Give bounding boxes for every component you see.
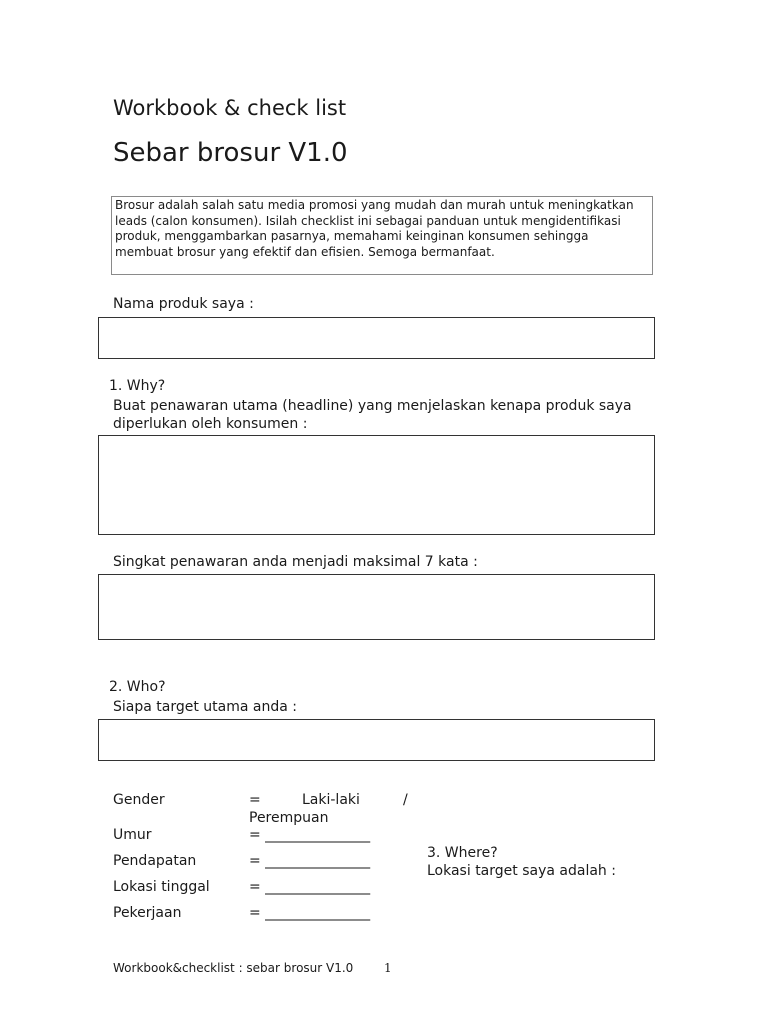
page-number: 1 [384,961,392,975]
short-offer-label: Singkat penawaran anda menjadi maksimal 7 kata : [113,554,478,570]
income-field[interactable]: = _______________ [249,853,371,869]
intro-box [111,196,653,275]
age-field[interactable]: = _______________ [249,827,371,843]
age-label: Umur [113,827,152,843]
where-heading: 3. Where? [427,845,498,861]
gender-label: Gender [113,792,165,808]
document-title: Sebar brosur V1.0 [113,138,348,168]
headline-field[interactable] [98,435,655,535]
gender-equals: = [249,792,261,808]
who-heading: 2. Who? [109,679,166,695]
footer-text: Workbook&checklist : sebar brosur V1.0 [113,961,354,975]
product-name-label: Nama produk saya : [113,296,254,312]
residence-label: Lokasi tinggal [113,879,210,895]
gender-option-female[interactable]: Perempuan [249,810,329,826]
short-offer-field[interactable] [98,574,655,640]
residence-field[interactable]: = _______________ [249,879,371,895]
document-subtitle: Workbook & check list [113,96,347,120]
why-heading: 1. Why? [109,378,166,394]
income-label: Pendapatan [113,853,197,869]
target-field[interactable] [98,719,655,761]
who-prompt: Siapa target utama anda : [113,699,297,715]
occupation-field[interactable]: = _______________ [249,905,371,921]
where-prompt: Lokasi target saya adalah : [427,863,616,879]
intro-text: Brosur adalah salah satu media promosi yang mudah dan murah untuk meningkatkan leads (calon konsumen). Isilah checklist ini sebagai panduan untuk mengidentifikasi produk, menggambarkan pasarnya, memahami keinginan konsumen sehingga membuat brosur yang efektif dan efisien. Semoga bermanfaat. [115,198,634,259]
occupation-label: Pekerjaan [113,905,182,921]
why-prompt: Buat penawaran utama (headline) yang menjelaskan kenapa produk saya diperlukan oleh konsumen : [113,398,632,432]
product-name-field[interactable] [98,317,655,359]
gender-option-male[interactable]: Laki-laki [302,792,360,808]
gender-separator: / [403,792,408,808]
